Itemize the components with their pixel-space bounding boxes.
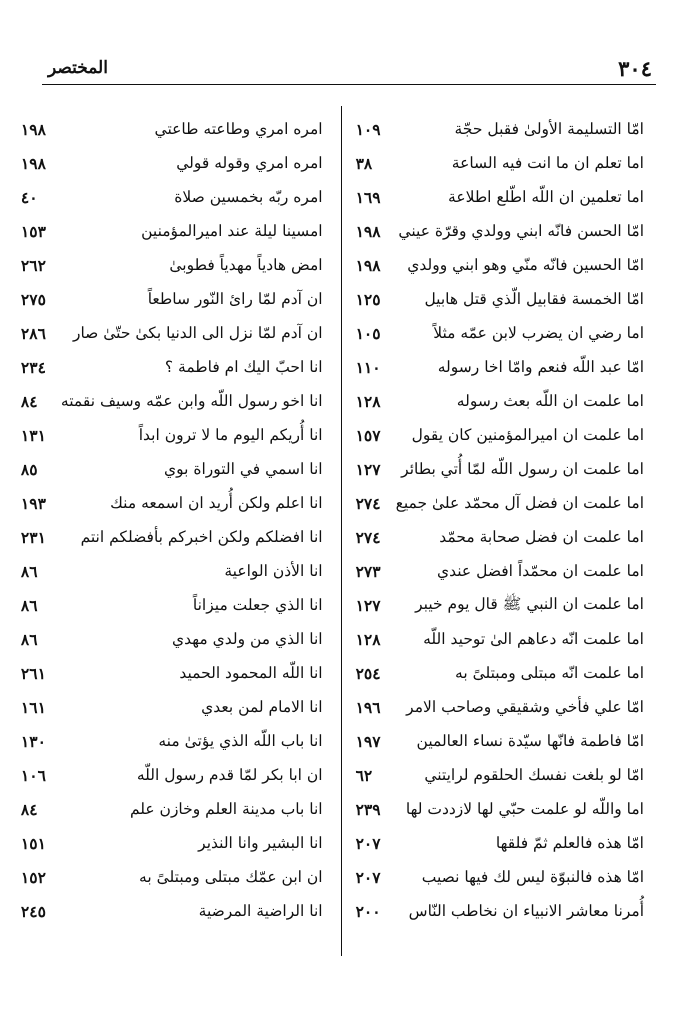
entry-page-number: ١٥٢	[20, 867, 46, 887]
entry-text: امره امري وقوله قولي	[176, 154, 323, 172]
index-entry	[21, 588, 323, 622]
index-entry	[21, 520, 323, 554]
entry-page-number: ٢٧٣	[355, 561, 381, 581]
entry-text: اما تعلمين ان اللّه اطّلع اطلاعة	[448, 188, 644, 206]
entry-text: أُمرنا معاشر الانبياء ان نخاطب النّاس	[408, 902, 644, 920]
entry-text: انا البشير وانا النذير	[198, 834, 323, 852]
entry-page-number: ١٢٨	[355, 629, 381, 649]
entry-page-number: ٢٣٤	[20, 357, 46, 377]
entry-page-number: ٨٦	[20, 561, 38, 581]
entry-text: انا اسمي في التوراة بوي	[163, 460, 323, 478]
entry-page-number: ١١٠	[355, 357, 381, 377]
entry-page-number: ١٥٣	[20, 221, 46, 241]
entry-text: انا احبّ اليك ام فاطمة ؟	[164, 358, 323, 376]
index-entry	[21, 622, 323, 656]
entry-page-number: ٢٦١	[20, 663, 46, 683]
entry-text: انا الأذن الواعية	[224, 562, 323, 580]
entry-page-number: ٨٥	[20, 459, 38, 479]
entry-text: امض هادياً مهدياً فطوبىٰ	[169, 256, 323, 274]
entry-page-number: ٢٧٤	[355, 493, 381, 513]
index-entry	[356, 486, 644, 520]
entry-page-number: ١٣٠	[20, 731, 46, 751]
index-entry	[356, 554, 644, 588]
entry-text: امّا التسليمة الأولىٰ فقبل حجّة	[454, 120, 644, 138]
index-entry	[356, 520, 644, 554]
entry-page-number: ٦٢	[355, 765, 373, 785]
index-entry	[21, 418, 323, 452]
entry-text: ان آدم لمّا رائ النّور ساطعاً	[147, 290, 323, 308]
entry-page-number: ١٢٨	[355, 391, 381, 411]
column-divider	[341, 106, 342, 956]
entry-text: اما واللّه لو علمت حبّي لها لازددت لها	[405, 800, 644, 818]
entry-text: امّا علي فأخي وشقيقي وصاحب الامر	[406, 698, 644, 716]
entry-text: اما علمت انّه دعاهم الىٰ توحيد اللّه	[423, 630, 644, 648]
entry-page-number: ١٦١	[20, 697, 46, 717]
entry-text: انا اخو رسول اللّه وابن عمّه وسيف نقمته	[60, 392, 323, 410]
index-entry	[356, 112, 644, 146]
entry-text: اما رضي ان يضرب لابن عمّه مثلاً	[433, 324, 644, 342]
index-entry	[21, 180, 323, 214]
entry-page-number: ٢٠٠	[355, 901, 381, 921]
entry-page-number: ٢٤٥	[20, 901, 46, 921]
index-entry	[356, 826, 644, 860]
index-entry	[356, 656, 644, 690]
index-entry	[356, 384, 644, 418]
entry-text: اما علمت ان اميرالمؤمنين كان يقول	[411, 426, 644, 444]
index-entry	[21, 350, 323, 384]
index-entry	[21, 282, 323, 316]
entry-page-number: ٣٨	[355, 153, 373, 173]
entry-text: انا افضلكم ولكن اخبركم بأفضلكم انتم	[80, 528, 323, 546]
entry-page-number: ٢٥٤	[355, 663, 381, 683]
entry-page-number: ٢٣٩	[355, 799, 381, 819]
entry-text: امسينا ليلة عند اميرالمؤمنين	[141, 222, 323, 240]
entry-page-number: ١٦٩	[355, 187, 381, 207]
entry-page-number: ١٩٧	[355, 731, 381, 751]
entry-page-number: ٢٠٧	[355, 833, 381, 853]
entry-page-number: ١٢٥	[355, 289, 381, 309]
entry-text: انا اعلم ولكن أُريد ان اسمعه منك	[110, 494, 323, 512]
entry-text: انا باب مدينة العلم وخازن علم	[129, 800, 323, 818]
index-entry	[21, 860, 323, 894]
entry-text: اما تعلم ان ما انت فيه الساعة	[451, 154, 644, 172]
index-entry	[356, 350, 644, 384]
entry-page-number: ٨٦	[20, 629, 38, 649]
index-entry	[21, 894, 323, 928]
index-column-left	[21, 112, 341, 956]
index-entry	[356, 588, 644, 622]
entry-text: امّا لو بلغت نفسك الحلقوم لرايتني	[424, 766, 644, 784]
entry-text: امّا الحسين فانّه منّي وهو ابني وولدي	[407, 256, 644, 274]
index-entry	[21, 656, 323, 690]
entry-text: امّا الحسن فانّه ابني وولدي وقرّة عيني	[398, 222, 644, 240]
entry-page-number: ٢٦٢	[20, 255, 46, 275]
entry-page-number: ٢٣١	[20, 527, 46, 547]
index-entry	[356, 214, 644, 248]
entry-text: اما علمت ان محمّداً افضل عندي	[436, 562, 644, 580]
entry-text: اما علمت انّه مبتلى ومبتلىً به	[455, 664, 644, 682]
entry-page-number: ١٩٨	[20, 153, 46, 173]
entry-page-number: ١٥١	[20, 833, 46, 853]
index-entry	[356, 282, 644, 316]
index-entry	[356, 418, 644, 452]
index-entry	[21, 248, 323, 282]
entry-page-number: ١٩٨	[355, 221, 381, 241]
index-entry	[21, 554, 323, 588]
entry-text: امّا هذه فالعلم ثمّ فلقها	[495, 834, 644, 852]
index-body	[20, 112, 648, 956]
entry-page-number: ٤٠	[20, 187, 38, 207]
entry-text: انا اللّه المحمود الحميد	[179, 664, 323, 682]
index-entry	[21, 724, 323, 758]
index-entry	[21, 452, 323, 486]
entry-text: ان آدم لمّا نزل الى الدنيا بكىٰ حتّىٰ صار	[72, 324, 323, 342]
index-entry	[356, 180, 644, 214]
entry-page-number: ١٩٣	[20, 493, 46, 513]
entry-text: امره ربّه بخمسين صلاة	[174, 188, 323, 206]
index-entry	[356, 248, 644, 282]
entry-page-number: ١٢٧	[355, 459, 381, 479]
entry-text: انا باب اللّه الذي يؤتىٰ منه	[158, 732, 323, 750]
index-entry	[356, 792, 644, 826]
entry-text: انا الراضية المرضية	[198, 902, 323, 920]
entry-text: ان ابن عمّك مبتلى ومبتلىً به	[139, 868, 323, 886]
index-entry	[356, 690, 644, 724]
entry-text: انا أُريكم اليوم ما لا ترون ابداً	[138, 426, 323, 444]
entry-text: امّا فاطمة فانّها سيّدة نساء العالمين	[416, 732, 644, 750]
index-entry	[21, 690, 323, 724]
entry-page-number: ٢٧٥	[20, 289, 46, 309]
index-entry	[21, 112, 323, 146]
index-entry	[21, 826, 323, 860]
entry-page-number: ١٣١	[20, 425, 46, 445]
index-entry	[21, 214, 323, 248]
entry-text: امّا عبد اللّه فنعم وامّا اخا رسوله	[437, 358, 644, 376]
index-entry	[21, 316, 323, 350]
page-number: ٣٠٤	[618, 56, 652, 81]
running-title: المختصر	[48, 58, 108, 78]
index-column-right	[342, 112, 648, 956]
entry-page-number: ١٠٥	[355, 323, 381, 343]
entry-text: اما علمت ان رسول اللّه لمّا أُتي بطائر	[401, 460, 644, 478]
entry-text: اما علمت ان فضل صحابة محمّد	[439, 528, 644, 546]
entry-page-number: ٢٠٧	[355, 867, 381, 887]
entry-text: امّا الخمسة فقابيل الّذي قتل هابيل	[424, 290, 644, 308]
entry-text: اما علمت ان فضل آل محمّد علىٰ جميع	[395, 494, 644, 512]
entry-text: امّا هذه فالنبوّة ليس لك فيها نصيب	[421, 868, 644, 886]
index-entry	[21, 384, 323, 418]
entry-page-number: ٢٧٤	[355, 527, 381, 547]
entry-page-number: ١٩٨	[20, 119, 46, 139]
index-entry	[356, 146, 644, 180]
index-entry	[21, 486, 323, 520]
entry-text: ان ابا بكر لمّا قدم رسول اللّه	[136, 766, 323, 784]
entry-page-number: ١٩٦	[355, 697, 381, 717]
entry-page-number: ١٥٧	[355, 425, 381, 445]
index-entry	[356, 758, 644, 792]
index-entry	[21, 146, 323, 180]
entry-page-number: ٢٨٦	[20, 323, 46, 343]
index-entry	[21, 758, 323, 792]
index-entry	[21, 792, 323, 826]
index-entry	[356, 860, 644, 894]
entry-text: انا الذي من ولدي مهدي	[171, 630, 323, 648]
index-entry	[356, 316, 644, 350]
entry-page-number: ١٢٧	[355, 595, 381, 615]
entry-page-number: ٨٦	[20, 595, 38, 615]
entry-page-number: ١٠٩	[355, 119, 381, 139]
entry-page-number: ٨٤	[20, 799, 38, 819]
entry-page-number: ٨٤	[20, 391, 38, 411]
entry-text: امره امري وطاعته طاعتي	[154, 120, 323, 138]
index-entry	[356, 724, 644, 758]
entry-text: انا الامام لمن بعدي	[201, 698, 323, 716]
entry-text: اما علمت ان النبي ﷺ قال يوم خيبر	[415, 594, 644, 613]
entry-text: انا الذي جعلت ميزاناً	[192, 596, 323, 614]
index-entry	[356, 622, 644, 656]
entry-text: اما علمت ان اللّه بعث رسوله	[456, 392, 644, 410]
entry-page-number: ١٩٨	[355, 255, 381, 275]
index-entry	[356, 452, 644, 486]
entry-page-number: ١٠٦	[20, 765, 46, 785]
index-entry	[356, 894, 644, 928]
page-header	[42, 54, 656, 85]
